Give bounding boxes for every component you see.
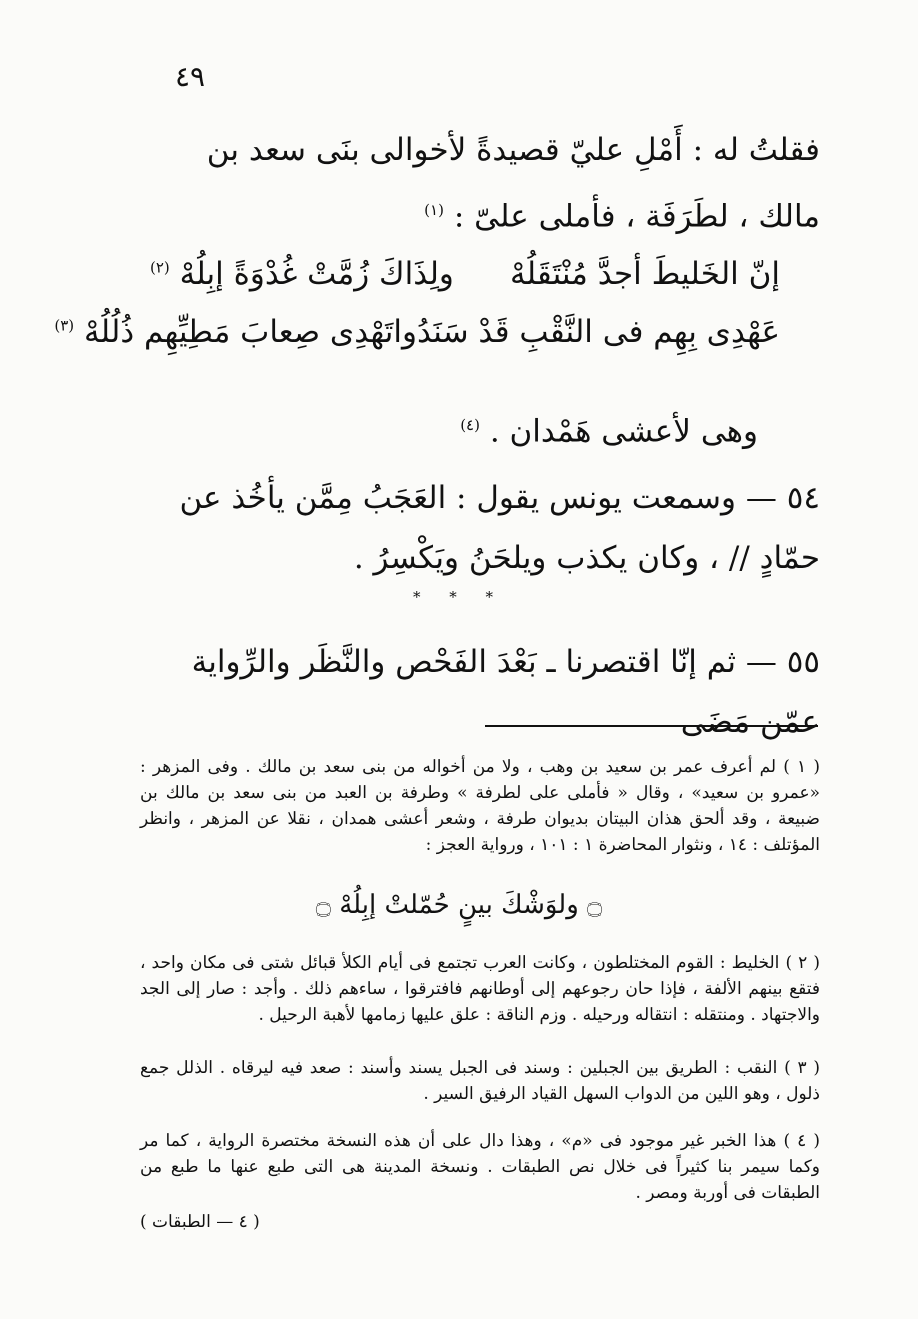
verse-2-first-hemistich: عَهْدِى بِهِم فى النَّقْبِ قَدْ سَنَدُوا [393,314,780,350]
intro-text: فقلتُ له : أَمْلِ عليّ قصيدةً لأخوالى بنَى سعد بن مالك ، لطَرَفَة ، فأملى علىّ : [206,132,820,235]
footnote-ref-2: (٢) [150,258,170,277]
verse-2 [54,314,820,372]
attribution-text: وهى لأعشى هَمْدان . [489,413,758,450]
footnote-ref-3: (٣) [54,316,75,335]
intro-paragraph [140,120,820,246]
section-separator: * * * [412,588,506,606]
footnote-verse-text: ولوَشْكَ بينٍ حُمّلتْ إبِلُهْ [339,890,579,920]
footnote-4: ( ٤ ) هذا الخبر غير موجود فى «م» ، وهذا دال على أن هذه النسخة مختصرة الرواية ، كما مر وكما سيمر بنا كثيراً فى خلال نص الطبقات . ونسخة المدينة هى التى طبع عنها ما طبع من الطبقات فى أوربة ومصر . [140,1131,820,1203]
verse-1-second-hemistich [150,256,454,292]
verse-ornament-icon: ۝ [315,890,331,920]
verse-ornament-icon: ۝ [587,890,603,920]
paragraph-54: ٥٤ — وسمعت يونس يقول : العَجَبُ مِمَّن يأخُذ عن حمّادٍ // ، وكان يكذب ويلحَنُ ويَكْسِرُ . [179,480,820,576]
footnote-rule [485,725,818,727]
verse-2-second-hemistich [54,314,393,350]
paragraph-55: ٥٥ — ثم إنّا اقتصرنا ـ بَعْدَ الفَحْص والنَّظَر والرِّواية عمّن مَضَى [191,644,820,740]
footnote-ref-4: (٤) [460,416,480,434]
signature-mark: ( ٤ — الطبقات ) [140,1212,260,1232]
footnote-1-verse [0,890,918,920]
page-number: ٤٩ [174,60,206,93]
footnote-1: ( ١ ) لم أعرف عمر بن سعيد بن وهب ، ولا من أخواله من بنى سعد بن مالك . وفى المزهر : «عمرو بن سعيد» ، وقال « فأملى على لطرفة » وطرفة بن العبد من بنى سعد بن مالك بن ضبيعة ، وقد ألحق هذان البيتان بديوان طرفة ، وشعر أعشى همدان ، نقلا عن المزهر ، وانظر المؤتلف : ١٤ ، ونثوار المحاضرة ١ : ١٠١ ، ورواية العجز : [140,757,820,855]
verse-1-second-text: ولِذَاكَ زُمَّتْ غُدْوَةً إبِلُهْ [179,256,454,292]
footnote-ref-1: (١) [424,201,444,219]
poem-verses [54,256,820,372]
footnote-2: ( ٢ ) الخليط : القوم المختلطون ، وكانت العرب تجتمع فى أيام الكلأ قبائل شتى فى مكان واحد ، فتقع بينهم الألفة ، فإذا حان رجوعهم إلى أوطانهم فافترقوا ، ساءهم ذلك . وأجد : صار إلى الجد والاجتهاد . ومنتقله : انتقاله ورحيله . وزم الناقة : علق عليها زمامها لأهبة الرحيل . [140,953,820,1025]
verse-2-second-text: تَهْدِى صِعابَ مَطِيِّهِم ذُلُلُهْ [84,314,394,350]
verse-1-first-hemistich: إنّ الخَليطَ أجدَّ مُنْتَقَلُهْ [510,256,780,292]
verse-1 [140,256,820,314]
attribution-line [158,395,758,461]
footnote-3: ( ٣ ) النقب : الطريق بين الجبلين : وسند فى الجبل يسند وأسند : صعد فيه ليرقاه . الذلل جمع ذلول ، وهو اللين من الدواب السهل القياد الرفيق السير . [140,1058,820,1104]
